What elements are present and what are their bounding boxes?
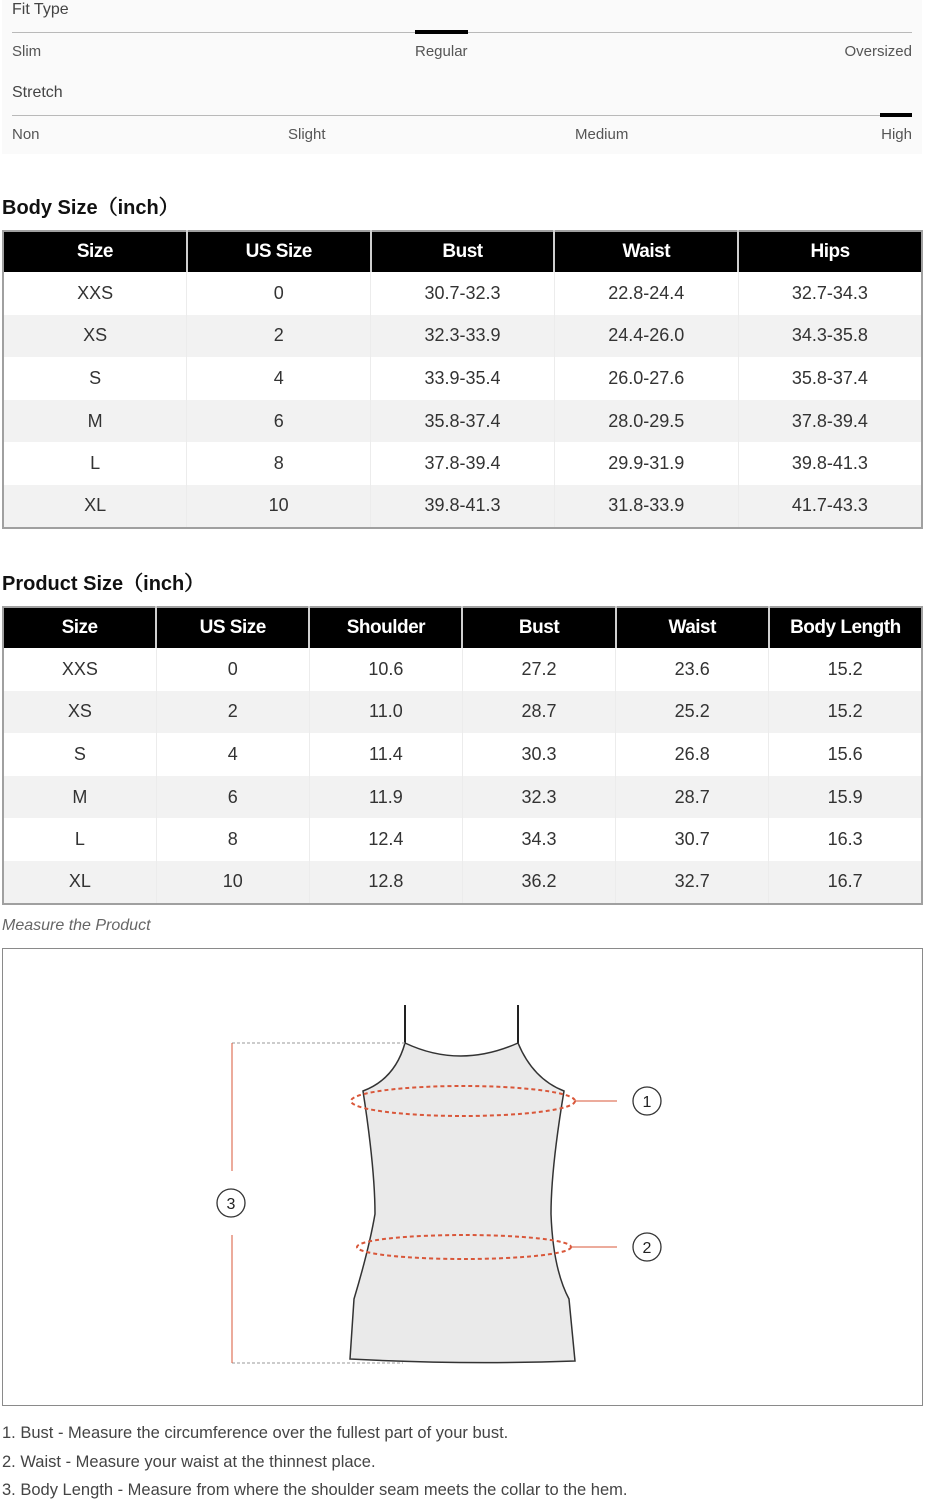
- cell-size: XS: [3, 691, 156, 734]
- cell-bust: 36.2: [462, 861, 615, 904]
- body-size-title: Body Size（inch）: [2, 197, 179, 219]
- cell-size: XL: [3, 861, 156, 904]
- cell-waist: 26.8: [616, 733, 769, 776]
- cell-us-size: 0: [187, 272, 371, 315]
- column-header-size: Size: [3, 607, 156, 648]
- cell-waist: 28.7: [616, 776, 769, 819]
- cell-us-size: 2: [156, 691, 309, 734]
- cell-size: S: [3, 357, 187, 400]
- cell-waist: 31.8-33.9: [554, 485, 738, 528]
- product-size-title: Product Size（inch）: [2, 573, 205, 595]
- cell-hips: 32.7-34.3: [738, 272, 922, 315]
- cell-bust: 32.3-33.9: [371, 315, 555, 358]
- camisole-illustration: [3, 949, 924, 1407]
- product-size-table: [2, 606, 923, 905]
- cell-size: XS: [3, 315, 187, 358]
- cell-us-size: 6: [156, 776, 309, 819]
- column-header-size: Size: [3, 231, 187, 272]
- column-header-us-size: US Size: [156, 607, 309, 648]
- fit-option-oversized: Oversized: [844, 43, 912, 60]
- stretch-option-high: High: [881, 126, 912, 143]
- cell-shoulder: 11.9: [309, 776, 462, 819]
- measurement-diagram: [2, 948, 923, 1406]
- stretch-marker: [880, 113, 912, 117]
- stretch-option-non: Non: [12, 126, 40, 143]
- cell-size: XXS: [3, 272, 187, 315]
- callout-2-icon: [633, 1233, 661, 1261]
- cell-hips: 41.7-43.3: [738, 485, 922, 528]
- table-row: [3, 691, 922, 734]
- note-waist: 2. Waist - Measure your waist at the thinnest place.: [2, 1452, 376, 1471]
- cell-hips: 35.8-37.4: [738, 357, 922, 400]
- table-row: [3, 861, 922, 904]
- cell-us-size: 8: [187, 442, 371, 485]
- cell-bust: 30.7-32.3: [371, 272, 555, 315]
- cell-us-size: 10: [187, 485, 371, 528]
- fit-stretch-panel: [2, 0, 922, 154]
- cell-waist: 23.6: [616, 648, 769, 691]
- svg-text:2: 2: [642, 1240, 652, 1257]
- stretch-option-slight: Slight: [288, 126, 326, 143]
- cell-waist: 30.7: [616, 818, 769, 861]
- table-row: [3, 818, 922, 861]
- svg-text:1: 1: [642, 1094, 652, 1111]
- cell-size: S: [3, 733, 156, 776]
- cell-us-size: 4: [187, 357, 371, 400]
- cell-bust: 32.3: [462, 776, 615, 819]
- cell-size: L: [3, 442, 187, 485]
- cell-body-length: 15.2: [769, 648, 922, 691]
- cell-hips: 39.8-41.3: [738, 442, 922, 485]
- cell-size: XL: [3, 485, 187, 528]
- column-header-bust: Bust: [462, 607, 615, 648]
- cell-size: XXS: [3, 648, 156, 691]
- cell-body-length: 15.2: [769, 691, 922, 734]
- cell-waist: 29.9-31.9: [554, 442, 738, 485]
- cell-bust: 28.7: [462, 691, 615, 734]
- column-header-hips: Hips: [738, 231, 922, 272]
- table-row: [3, 442, 922, 485]
- note-body-length: 3. Body Length - Measure from where the shoulder seam meets the collar to the hem.: [2, 1481, 628, 1499]
- cell-us-size: 4: [156, 733, 309, 776]
- table-row: [3, 400, 922, 443]
- column-header-bust: Bust: [371, 231, 555, 272]
- column-header-waist: Waist: [554, 231, 738, 272]
- cell-shoulder: 11.0: [309, 691, 462, 734]
- table-header-row: [3, 607, 922, 648]
- cell-hips: 34.3-35.8: [738, 315, 922, 358]
- cell-bust: 33.9-35.4: [371, 357, 555, 400]
- fit-type-title: Fit Type: [12, 1, 69, 18]
- cell-body-length: 16.3: [769, 818, 922, 861]
- cell-us-size: 0: [156, 648, 309, 691]
- cell-waist: 25.2: [616, 691, 769, 734]
- svg-text:3: 3: [226, 1196, 236, 1213]
- cell-shoulder: 12.8: [309, 861, 462, 904]
- column-header-us-size: US Size: [187, 231, 371, 272]
- cell-us-size: 10: [156, 861, 309, 904]
- cell-size: M: [3, 400, 187, 443]
- cell-us-size: 2: [187, 315, 371, 358]
- cell-us-size: 6: [187, 400, 371, 443]
- cell-bust: 27.2: [462, 648, 615, 691]
- cell-body-length: 15.6: [769, 733, 922, 776]
- cell-waist: 26.0-27.6: [554, 357, 738, 400]
- note-bust: 1. Bust - Measure the circumference over the fullest part of your bust.: [2, 1424, 509, 1442]
- cell-hips: 37.8-39.4: [738, 400, 922, 443]
- cell-bust: 37.8-39.4: [371, 442, 555, 485]
- cell-bust: 30.3: [462, 733, 615, 776]
- table-row: [3, 315, 922, 358]
- column-header-body-length: Body Length: [769, 607, 922, 648]
- measurement-notes: [2, 1419, 628, 1500]
- cell-waist: 24.4-26.0: [554, 315, 738, 358]
- cell-body-length: 16.7: [769, 861, 922, 904]
- cell-waist: 22.8-24.4: [554, 272, 738, 315]
- table-row: [3, 272, 922, 315]
- table-row: [3, 733, 922, 776]
- table-row: [3, 485, 922, 528]
- fit-option-slim: Slim: [12, 43, 42, 60]
- table-row: [3, 648, 922, 691]
- cell-shoulder: 12.4: [309, 818, 462, 861]
- cell-size: M: [3, 776, 156, 819]
- cell-shoulder: 11.4: [309, 733, 462, 776]
- fit-option-regular: Regular: [415, 43, 468, 60]
- stretch-title: Stretch: [12, 84, 63, 101]
- table-row: [3, 357, 922, 400]
- table-header-row: [3, 231, 922, 272]
- cell-shoulder: 10.6: [309, 648, 462, 691]
- cell-bust: 35.8-37.4: [371, 400, 555, 443]
- cell-bust: 39.8-41.3: [371, 485, 555, 528]
- fit-type-marker: [415, 30, 468, 34]
- cell-us-size: 8: [156, 818, 309, 861]
- table-row: [3, 776, 922, 819]
- column-header-waist: Waist: [616, 607, 769, 648]
- column-header-shoulder: Shoulder: [309, 607, 462, 648]
- cell-waist: 32.7: [616, 861, 769, 904]
- body-size-table: [2, 230, 923, 529]
- cell-body-length: 15.9: [769, 776, 922, 819]
- cell-size: L: [3, 818, 156, 861]
- stretch-track: [12, 115, 912, 116]
- measure-caption: Measure the Product: [2, 917, 151, 934]
- callout-3-icon: [217, 1189, 245, 1217]
- cell-waist: 28.0-29.5: [554, 400, 738, 443]
- callout-1-icon: [633, 1087, 661, 1115]
- cell-bust: 34.3: [462, 818, 615, 861]
- stretch-option-medium: Medium: [575, 126, 629, 143]
